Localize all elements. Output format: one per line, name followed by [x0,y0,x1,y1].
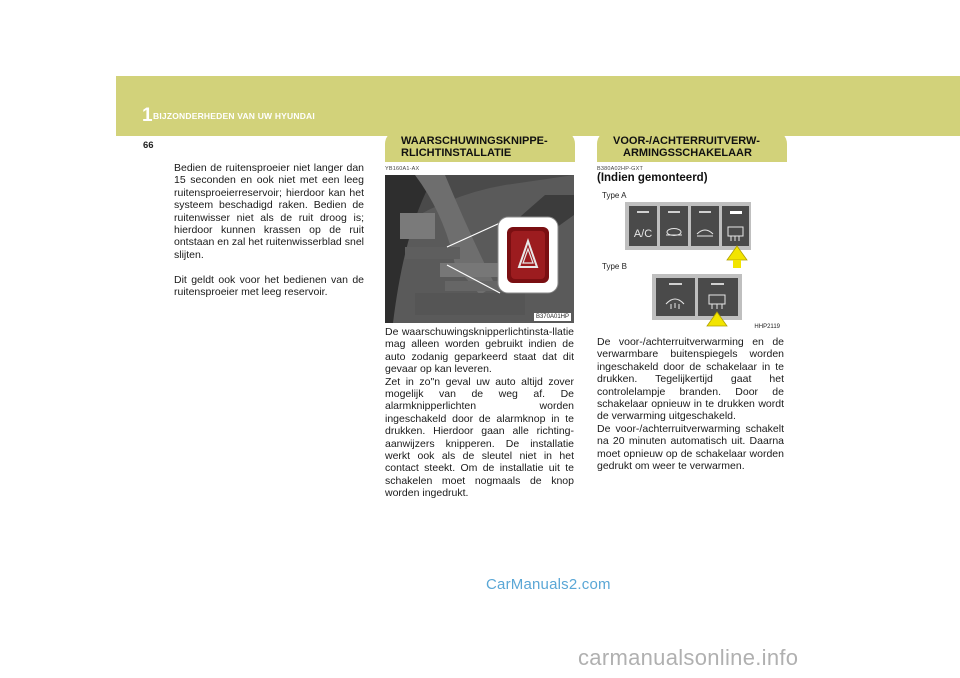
wiper-warning-text [174,162,364,298]
defrost-section-code: B380A02HP-GXT [597,166,644,172]
defrost-section-title: VOOR-/ACHTERRUITVERW- ARMINGSSCHAKELAAR [613,135,760,159]
type-b-label: Type B [602,262,627,271]
ac-button-label: A/C [633,228,653,240]
hazard-section-title: WAARSCHUWINGSKNIPPE- RLICHTINSTALLATIE [401,135,548,159]
wiper-warning-para1: Bedien de ruitensproeier niet langer dan 15 seconden en ook niet met een leeg ruitensproeierreservoir; hierdoor kan het systeem beschadigd raken. Bedien de ruitenwisser niet als de ruit droog is; hierdoor kunnen krassen op de ruit ontstaan en zal het ruitenwisserblad snel slijten. [174,162,364,261]
defrost-subtitle: (Indien gemonteerd) [597,172,708,184]
watermark-carmanualsonline: carmanualsonline.info [578,645,799,670]
type-a-label: Type A [602,191,627,200]
header-band [116,76,960,136]
page-number: 66 [143,140,154,151]
hazard-image-code: B370A01HP [535,314,569,320]
defrost-body-text: De voor-/achterruitverwarming en de verwarmbare buitenspiegels worden ingeschakeld door de schakelaar in te drukken. Tegelijkertijd gaat het controlelampje branden. Door de schakelaar opnieuw in te drukken wordt de verwarming uitgeschakeld. De voor-/achterruitverwarming schakelt na 20 minuten automatisch uit. Daarna moet opnieuw op de schakelaar worden gedrukt om weer te verwarmen. [597,336,784,473]
defrost-section-header [597,130,787,162]
hazard-section-code: YB160A1-AX [385,166,420,172]
hazard-section-header [385,130,575,162]
watermark-carmanuals2: CarManuals2.com [486,576,611,593]
hazard-switch-photo [385,175,574,323]
defrost-image-code: HHP2119 [754,324,780,330]
chapter-title: BIJZONDERHEDEN VAN UW HYUNDAI [153,111,315,121]
type-a-arrow-stem [733,260,741,268]
wiper-warning-para2: Dit geldt ook voor het bedienen van de ruitensproeier met leeg reservoir. [174,273,364,299]
chapter-number: 1 [142,105,153,126]
defrost-switch-diagram [597,186,784,332]
hazard-body-text: De waarschuwingsknipperlichtinsta-llatie mag alleen worden gebruikt indien de auto zodanig geparkeerd staat dat dit gevaar op kan leveren. Zet in zo"n geval uw auto altijd zover mogelijk van de weg af. De alarmknipperlichten worden ingeschakeld door de alarmknop in te drukken. Hierdoor gaan alle richting-aanwijzers knipperen. De installatie werkt ook als de sleutel niet in het contact steekt. Om de installatie uit te schakelen moet nogmaals de knop worden ingedrukt. [385,326,574,500]
